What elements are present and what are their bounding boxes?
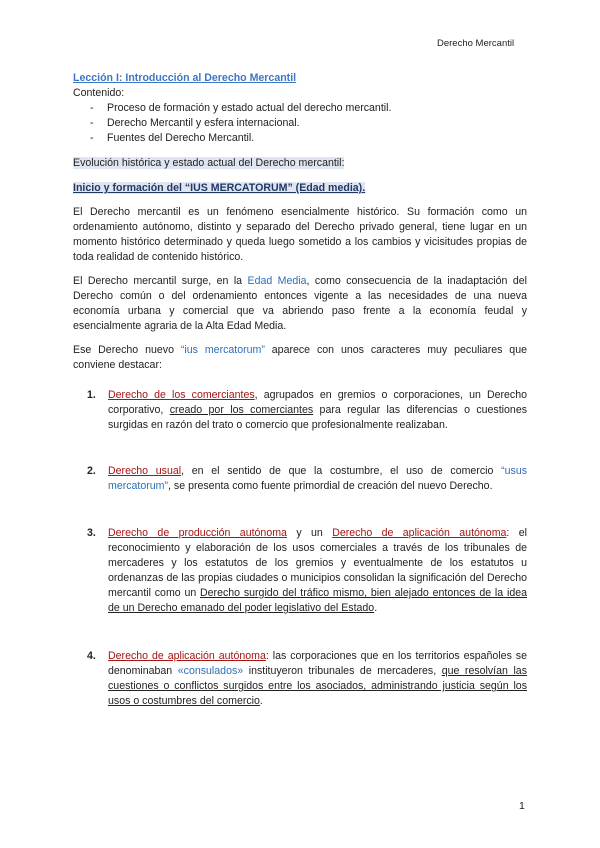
text-run: . [374, 602, 378, 614]
item-number: 3. [87, 527, 96, 539]
characteristics-list [87, 388, 527, 709]
characteristic-item-4 [87, 649, 527, 709]
running-header: Derecho Mercantil [437, 38, 515, 49]
text-run: aparece con unos caracteres muy peculiares que conviene destacar: [73, 344, 527, 371]
paragraph-1: El Derecho mercantil es un fenómeno esencialmente histórico. Su formación como un ordenamiento autónomo, distinto y separado del Derecho privado general, tiene lugar en un momento histórico determinado y queda luego sometido a los cambios y vicisitudes propias de toda realidad de contenido histórico. [73, 206, 527, 263]
subsection-heading-text: Inicio y formación del “IUS MERCATORUM” (Edad media). [73, 182, 366, 194]
section-heading [73, 156, 527, 171]
highlight-usus-mercatorum: “usus mercatorum” [108, 465, 528, 492]
text-run: Ese Derecho nuevo [73, 344, 181, 356]
term-aplicacion-autonoma: Derecho de aplicación autónoma [108, 650, 266, 662]
text-run: para regular las diferencias o cuestiones surgidas en razón del trato o comercio que profesionalmente realizaban. [108, 404, 528, 431]
text-run: , se presenta como fuente primordial de creación del nuevo Derecho. [168, 480, 493, 492]
underlined-text: Derecho surgido del tráfico mismo, bien alejado entonces de la idea de un Derecho emanado del poder legislativo del Estado [108, 587, 527, 614]
text-run: , como consecuencia de la inadaptación del Derecho común o del ordenamiento entonces vigente a las necesidades de una nueva economía urbana y comercial que va abriendo paso frente a la economía feudal y esencialmente agraria de la Alta Edad Media. [73, 275, 527, 332]
lesson-title: Lección I: Introducción al Derecho Mercantil [73, 72, 297, 84]
page-content [73, 71, 527, 709]
characteristic-item-1 [87, 388, 527, 433]
subsection-heading [73, 181, 527, 196]
section-heading-text: Evolución histórica y estado actual del Derecho mercantil: [73, 157, 345, 169]
text-run: . [259, 695, 263, 707]
underlined-text: que resolvían las cuestiones o conflictos surgidos entre los asociados, administrando justicia según los usos o costumbres del comercio [108, 665, 527, 707]
text-run: : el reconocimiento y elaboración de los usos comerciales a través de los tribunales de mercaderes y los estatutos de los gremios y eventualmente de los estatutos u ordenanzas de las propias ciudades o municipios consolidan la significación del Derecho mercantil como un [108, 527, 527, 599]
contents-list [90, 101, 527, 146]
term-aplicacion-autonoma: Derecho de aplicación autónoma [332, 527, 507, 539]
term-produccion-autonoma: Derecho de producción autónoma [108, 527, 287, 539]
characteristic-item-3 [87, 526, 527, 616]
page-number: 1 [519, 800, 525, 812]
text-run: : las corporaciones que en los territorios españoles se denominaban [108, 650, 527, 677]
term-derecho-usual: Derecho usual [108, 465, 182, 477]
text-run: El Derecho mercantil surge, en la [73, 275, 248, 287]
text-run: , en el sentido de que la costumbre, el uso de comercio [181, 465, 502, 477]
characteristic-item-2 [87, 464, 527, 494]
paragraph-2 [73, 274, 527, 334]
text-run: instituyeron tribunales de mercaderes, [243, 665, 442, 677]
highlight-edad-media: Edad Media [247, 275, 307, 287]
item-number: 4. [87, 650, 96, 662]
item-number: 1. [87, 389, 96, 401]
list-item: - Proceso de formación y estado actual del derecho mercantil. [90, 101, 527, 116]
item-number: 2. [87, 465, 96, 477]
highlight-ius-mercatorum: “ius mercatorum” [180, 344, 265, 356]
contents-label: Contenido: [73, 87, 125, 99]
paragraph-3 [73, 343, 527, 373]
highlight-consulados: «consulados» [177, 665, 244, 677]
text-run: , agrupados en gremios o corporaciones, un Derecho corporativo, [108, 389, 527, 416]
term-derecho-comerciantes: Derecho de los comerciantes [108, 389, 255, 401]
list-item: - Fuentes del Derecho Mercantil. [90, 131, 527, 146]
text-run: y un [286, 527, 333, 539]
list-item: - Derecho Mercantil y esfera internacional. [90, 116, 527, 131]
underlined-text: creado por los comerciantes [169, 404, 314, 416]
